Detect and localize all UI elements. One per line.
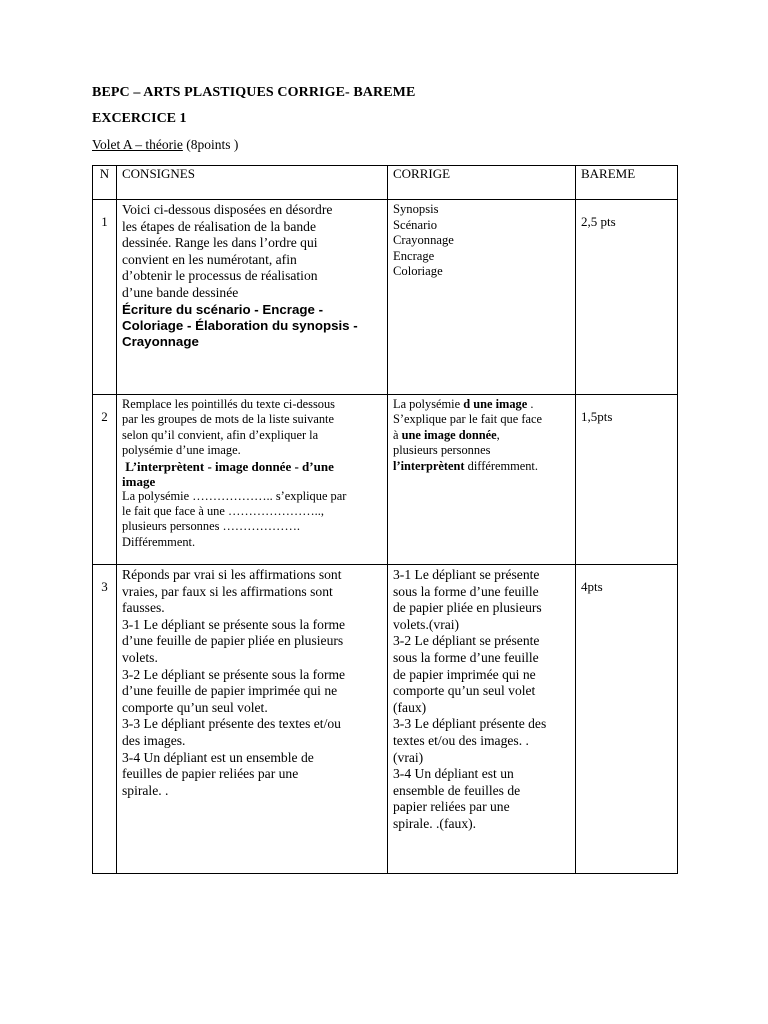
- corrige-line: (faux): [393, 699, 427, 715]
- consigne-line: comporte qu’un seul volet.: [122, 699, 268, 715]
- fill-in-line: le fait que face à une …………………..,: [122, 504, 324, 519]
- corrige-cell: [388, 200, 576, 395]
- word-list-line: image: [122, 473, 156, 489]
- header-corrige: CORRIGE: [388, 166, 576, 200]
- consigne-line: d’une feuille de papier imprimée qui ne: [122, 683, 338, 699]
- word-list-line: Coloriage - Élaboration du synopsis -: [122, 317, 358, 333]
- consigne-line: 3-3 Le dépliant présente des textes et/ou: [122, 716, 341, 732]
- corrige-line: plusieurs personnes: [393, 443, 491, 458]
- corrige-line: ensemble de feuilles de: [393, 782, 521, 798]
- consigne-line: selon qu’il convient, afin d’expliquer la: [122, 427, 319, 442]
- consigne-line: volets.: [122, 649, 158, 665]
- consigne-line: Voici ci-dessous disposées en désordre: [122, 202, 333, 217]
- correction-table: [92, 165, 678, 874]
- header-n: N: [93, 166, 117, 200]
- corrige-line: sous la forme d’une feuille: [393, 649, 539, 665]
- corrige-cell: [388, 395, 576, 565]
- corrige-answer: l’interprètent: [393, 458, 465, 473]
- consigne-line: les étapes de réalisation de la bande: [122, 218, 317, 234]
- corrige-line: de papier imprimée qui ne: [393, 666, 536, 682]
- header-bareme: BAREME: [576, 166, 678, 200]
- consigne-line: 3-4 Un dépliant est un ensemble de: [122, 749, 314, 765]
- corrige-line: sous la forme d’une feuille: [393, 583, 539, 599]
- bareme-cell: 2,5 pts: [576, 200, 678, 395]
- row-number: 2: [93, 395, 117, 565]
- corrige-line: comporte qu’un seul volet: [393, 683, 536, 699]
- corrige-line: (vrai): [393, 749, 424, 765]
- corrige-line: papier reliées par une: [393, 799, 510, 815]
- corrige-line: 3-4 Un dépliant est un: [393, 766, 514, 782]
- corrige-text: différemment.: [464, 458, 538, 473]
- table-row: [93, 200, 678, 395]
- fill-in-line: plusieurs personnes ……………….: [122, 519, 300, 534]
- corrige-line: Scénario: [393, 217, 438, 232]
- consigne-line: feuilles de papier reliées par une: [122, 766, 299, 782]
- corrige-line: [393, 459, 570, 474]
- corrige-text: .: [527, 397, 534, 411]
- corrige-answer: d une image: [463, 397, 528, 411]
- consigne-line: 3-2 Le dépliant se présente sous la forme: [122, 666, 346, 682]
- consigne-line: Réponds par vrai si les affirmations sont: [122, 567, 342, 582]
- word-list-line: L’interprètent - image donnée - d’une: [122, 458, 334, 474]
- consigne-cell: [117, 395, 388, 565]
- corrige-line: [393, 428, 570, 443]
- corrige-text: ,: [496, 427, 500, 442]
- corrige-line: Encrage: [393, 248, 435, 263]
- corrige-line: de papier pliée en plusieurs: [393, 600, 542, 616]
- consigne-line: d’obtenir le processus de réalisation: [122, 268, 318, 284]
- corrige-line: Synopsis: [393, 202, 439, 216]
- fill-in-line: La polysémie ……………….. s’explique par: [122, 488, 347, 503]
- consigne-line: Remplace les pointillés du texte ci-dessous: [122, 397, 336, 411]
- bareme-cell: 1,5pts: [576, 395, 678, 565]
- corrige-line: Crayonnage: [393, 233, 454, 248]
- corrige-line: 3-2 Le dépliant se présente: [393, 633, 540, 649]
- corrige-line: 3-3 Le dépliant présente des: [393, 716, 547, 732]
- corrige-answer: une image donnée: [401, 427, 497, 442]
- corrige-line: 3-1 Le dépliant se présente: [393, 567, 540, 582]
- consigne-line: vraies, par faux si les affirmations sont: [122, 583, 333, 599]
- consigne-line: dessinée. Range les dans l’ordre qui: [122, 235, 318, 251]
- consigne-line: convient en les numérotant, afin: [122, 251, 297, 267]
- consigne-line: des images.: [122, 732, 186, 748]
- volet-label: Volet A – théorie: [92, 137, 183, 152]
- volet-points: (8points ): [182, 137, 239, 152]
- corrige-cell: [388, 565, 576, 874]
- header-consignes: CONSIGNES: [117, 166, 388, 200]
- fill-in-line: Différemment.: [122, 534, 196, 549]
- document-title: BEPC – ARTS PLASTIQUES CORRIGE- BAREME: [92, 85, 416, 100]
- bareme-cell: 4pts: [576, 565, 678, 874]
- corrige-text: à: [393, 427, 402, 442]
- consigne-cell: [117, 565, 388, 874]
- consigne-line: d’une feuille de papier pliée en plusieurs: [122, 633, 344, 649]
- table-row: [93, 565, 678, 874]
- consigne-line: fausses.: [122, 600, 165, 616]
- corrige-line: volets.(vrai): [393, 616, 460, 632]
- row-number: 1: [93, 200, 117, 395]
- volet-heading: [92, 137, 238, 153]
- consigne-line: par les groupes de mots de la liste suivante: [122, 412, 334, 427]
- corrige-line: S’explique par le fait que face: [393, 412, 542, 427]
- corrige-line: spirale. .(faux).: [393, 815, 477, 831]
- consigne-line: spirale. .: [122, 782, 169, 798]
- corrige-line: [393, 397, 570, 412]
- row-number: 3: [93, 565, 117, 874]
- table-header-row: [93, 166, 678, 200]
- consigne-line: polysémie d’une image.: [122, 443, 241, 458]
- corrige-line: textes et/ou des images. .: [393, 732, 529, 748]
- table-row: [93, 395, 678, 565]
- corrige-text: La polysémie: [393, 397, 464, 411]
- corrige-line: Coloriage: [393, 264, 443, 279]
- word-list-line: Écriture du scénario - Encrage -: [122, 301, 323, 317]
- consigne-cell: [117, 200, 388, 395]
- consigne-line: 3-1 Le dépliant se présente sous la forme: [122, 616, 346, 632]
- exercise-heading: EXCERCICE 1: [92, 111, 187, 126]
- consigne-line: d’une bande dessinée: [122, 284, 239, 300]
- word-list-line: Crayonnage: [122, 333, 199, 349]
